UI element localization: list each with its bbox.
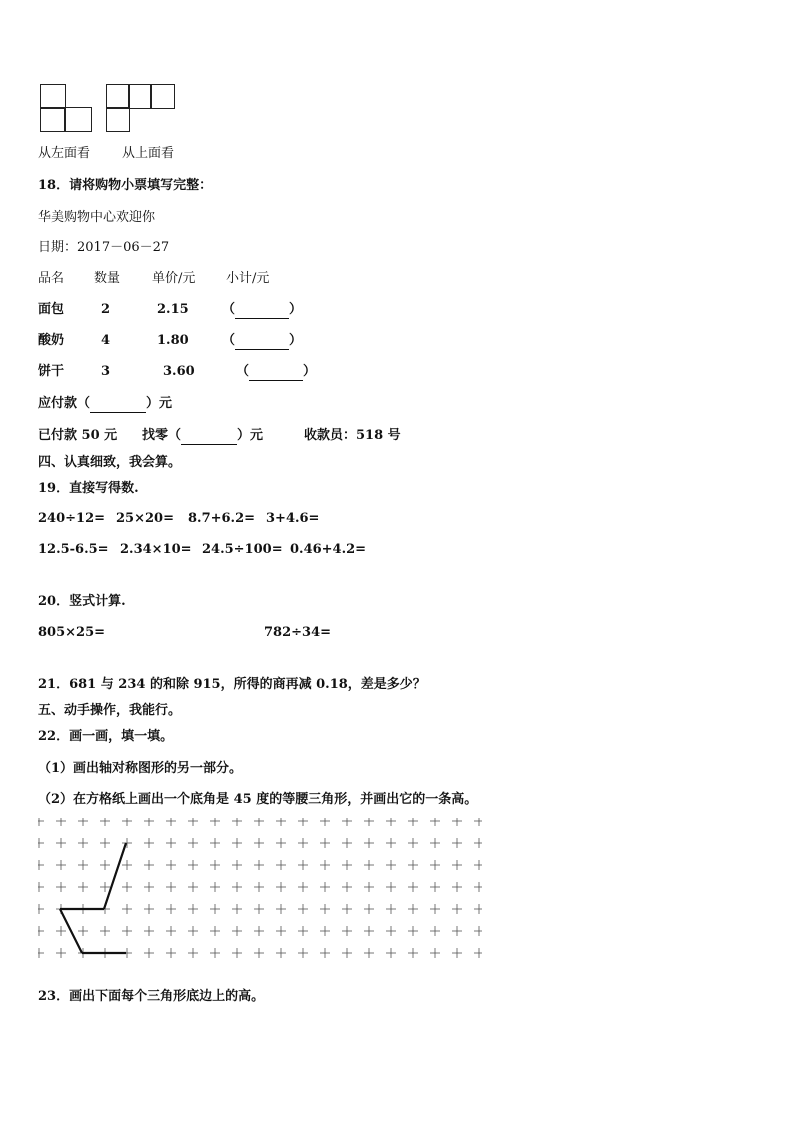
amount-paid: 已付款 50 元	[38, 428, 118, 443]
left-view-label: 从左面看	[38, 146, 91, 161]
subtotal-blank[interactable]	[236, 364, 316, 381]
q19-item: 240÷12=	[38, 511, 106, 526]
square-grid[interactable]	[38, 818, 482, 978]
change-label: 找零（	[142, 428, 182, 443]
q23-text: 23．画出下面每个三角形底边上的高。	[38, 989, 265, 1004]
blank-open: （	[222, 333, 236, 348]
q19-item: 8.7+6.2=	[188, 511, 256, 526]
answer-blank[interactable]	[235, 333, 289, 350]
left-view-square	[64, 107, 92, 132]
answer-blank[interactable]	[181, 428, 237, 445]
subtotal-blank[interactable]	[222, 302, 302, 319]
left-view-figure	[40, 84, 92, 132]
top-view-square	[106, 107, 130, 132]
row-qty: 2	[101, 302, 111, 317]
due-unit: ）元	[146, 396, 173, 411]
blank-close: ）	[289, 302, 303, 317]
subtotal-blank[interactable]	[222, 333, 302, 350]
due-label: 应付款（	[38, 396, 91, 411]
q19-item: 12.5-6.5=	[38, 542, 109, 557]
left-view-square	[40, 107, 66, 132]
section-5-title: 五、动手操作，我能行。	[38, 703, 182, 718]
change-due[interactable]	[142, 428, 263, 445]
top-view-square	[150, 84, 175, 109]
row-qty: 4	[101, 333, 111, 348]
figure-segment	[104, 843, 126, 909]
q21-text: 21．681 与 234 的和除 915，所得的商再减 0.18，差是多少？	[38, 677, 426, 692]
header-subtotal: 小计/元	[226, 271, 270, 286]
cashier-label: 收款员：518 号	[304, 428, 401, 443]
row-name: 酸奶	[38, 333, 65, 348]
q19-item: 24.5÷100=	[202, 542, 283, 557]
row-qty: 3	[101, 364, 111, 379]
header-name: 品名	[38, 271, 65, 286]
q19-item: 3+4.6=	[266, 511, 320, 526]
q19-title: 19．直接写得数.	[38, 481, 139, 496]
top-view-label: 从上面看	[122, 146, 175, 161]
q18-title: 18．请将购物小票填写完整：	[38, 178, 213, 193]
q19-item: 25×20=	[116, 511, 174, 526]
header-price: 单价/元	[152, 271, 196, 286]
row-price: 3.60	[163, 364, 195, 379]
q20-item: 805×25=	[38, 625, 106, 640]
left-view-square	[40, 84, 66, 109]
row-name: 面包	[38, 302, 65, 317]
section-4-title: 四、认真细致，我会算。	[38, 455, 182, 470]
top-view-figure	[106, 84, 176, 132]
blank-open: （	[222, 302, 236, 317]
row-price: 1.80	[157, 333, 189, 348]
q19-item: 2.34×10=	[120, 542, 192, 557]
blank-close: ）	[289, 333, 303, 348]
top-view-square	[128, 84, 152, 109]
q20-title: 20．竖式计算.	[38, 594, 126, 609]
q22-sub2: （2）在方格纸上画出一个底角是 45 度的等腰三角形，并画出它的一条高。	[38, 792, 478, 807]
blank-open: （	[236, 364, 250, 379]
answer-blank[interactable]	[235, 302, 289, 319]
q22-title: 22．画一画，填一填。	[38, 729, 174, 744]
change-unit: ）元	[237, 428, 264, 443]
q19-item: 0.46+4.2=	[290, 542, 367, 557]
answer-blank[interactable]	[249, 364, 303, 381]
row-name: 饼干	[38, 364, 65, 379]
blank-close: ）	[303, 364, 317, 379]
q22-sub1: （1）画出轴对称图形的另一部分。	[38, 761, 243, 776]
receipt-date: 日期：2017－06－27	[38, 240, 170, 255]
top-view-square	[106, 84, 130, 109]
amount-due[interactable]	[38, 396, 172, 413]
answer-blank[interactable]	[90, 396, 146, 413]
receipt-welcome: 华美购物中心欢迎你	[38, 210, 156, 225]
row-price: 2.15	[157, 302, 189, 317]
header-qty: 数量	[94, 271, 121, 286]
q20-item: 782÷34=	[264, 625, 332, 640]
